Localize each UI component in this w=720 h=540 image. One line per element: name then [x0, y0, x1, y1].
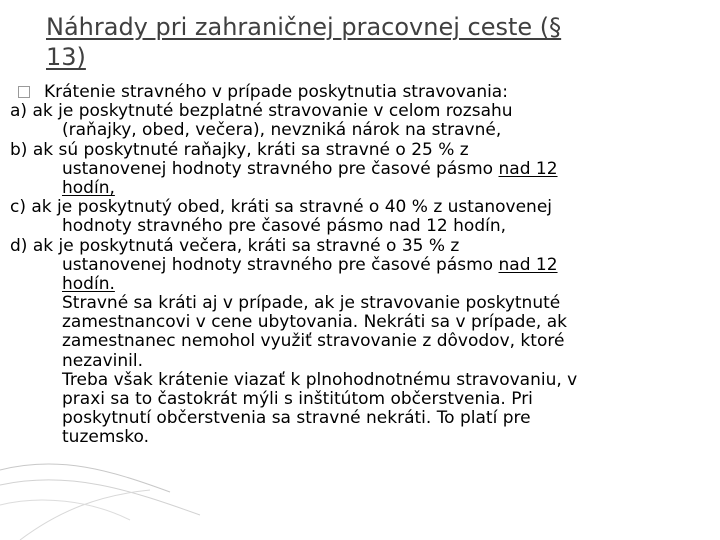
- paragraph-2-line-4: tuzemsko.: [62, 427, 149, 448]
- item-b-line-2: ustanovenej hodnoty stravného pre časové pásmo nad 12: [62, 158, 558, 179]
- item-d-line-2: ustanovenej hodnoty stravného pre časové pásmo nad 12: [62, 254, 558, 275]
- paragraph-2-line-3: poskytnutí občerstvenia sa stravné nekráti. To platí pre: [62, 408, 531, 429]
- paragraph-1-line-3: zamestnanec nemohol využiť stravovanie z dôvodov, ktoré: [62, 331, 565, 352]
- underlined-text: hodín.: [62, 273, 115, 294]
- underlined-text: nad 12: [498, 254, 558, 275]
- item-c-line-1: c) ak je poskytnutý obed, kráti sa stravné o 40 % z ustanovenej: [10, 197, 553, 218]
- paragraph-1-line-4: nezavinil.: [62, 350, 143, 371]
- item-c-line-2: hodnoty stravného pre časové pásmo nad 12 hodín,: [62, 216, 507, 237]
- title-line-1: Náhrady pri zahraničnej pracovnej ceste (§: [46, 13, 562, 41]
- item-d-line-1: d) ak je poskytnutá večera, kráti sa stravné o 35 % z: [10, 235, 460, 256]
- underlined-text: nad 12: [498, 158, 558, 179]
- paragraph-2-line-2: praxi sa to častokrát mýli s inštitútom občerstvenia. Pri: [62, 389, 533, 409]
- paragraph-1-line-1: Stravné sa kráti aj v prípade, ak je stravovanie poskytnuté: [62, 293, 561, 314]
- item-a-line-1: a) ak je poskytnuté bezplatné stravovanie v celom rozsahu: [10, 101, 513, 122]
- underlined-text: hodín,: [62, 177, 115, 198]
- item-a-line-2: (raňajky, obed, večera), nevzniká nárok na stravné,: [62, 120, 502, 141]
- item-b-line-3: [10, 179, 700, 198]
- checkbox-bullet-icon: [18, 86, 30, 98]
- item-d-line-3: [10, 275, 700, 294]
- slide-body: [10, 83, 700, 448]
- item-b-line-1: b) ak sú poskytnuté raňajky, kráti sa stravné o 25 % z: [10, 139, 469, 160]
- slide-title: [46, 12, 666, 72]
- paragraph-2-line-1: Treba však krátenie viazať k plnohodnotnému stravovaniu, v: [62, 369, 578, 390]
- intro-line: Krátenie stravného v prípade poskytnutia stravovania:: [10, 83, 700, 102]
- title-line-2: 13): [46, 43, 86, 71]
- paragraph-1-line-2: zamestnancovi v cene ubytovania. Nekráti sa v prípade, ak: [62, 312, 567, 333]
